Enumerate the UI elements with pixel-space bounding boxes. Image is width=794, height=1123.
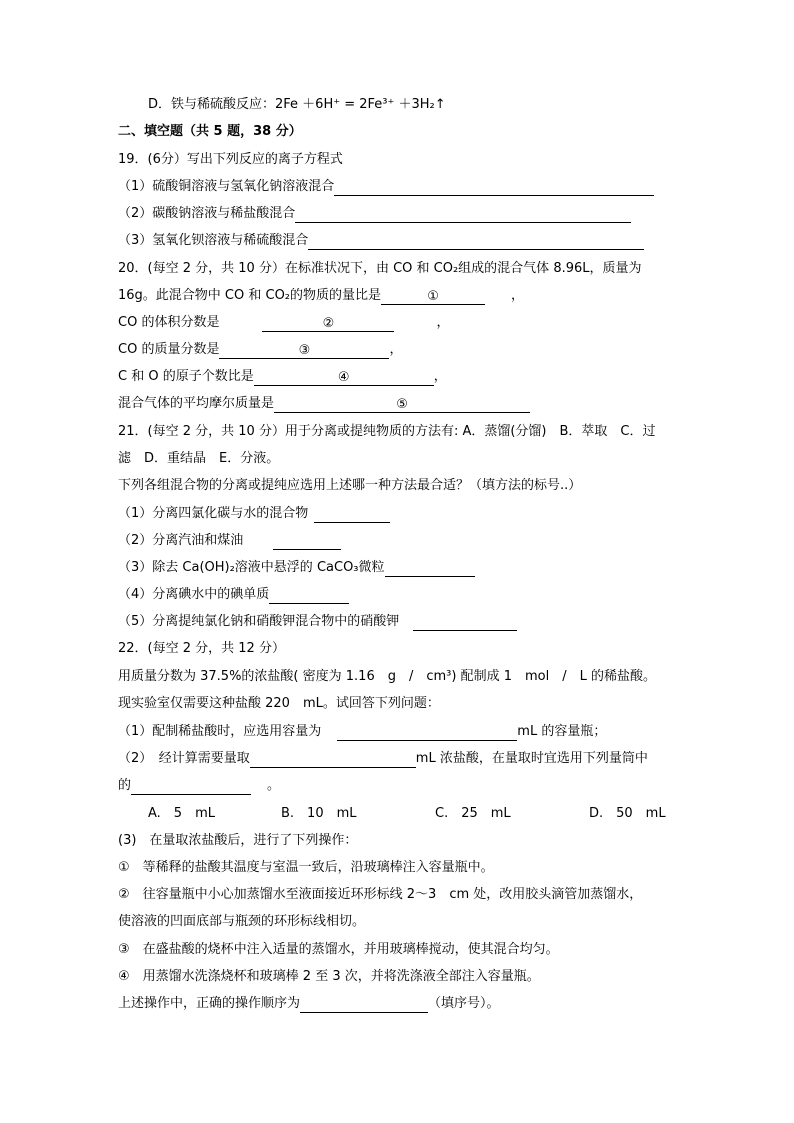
- q19-item-2: [118, 205, 631, 223]
- q21-item-5: [118, 613, 517, 631]
- q21-blank-1[interactable]: [314, 508, 390, 523]
- q21-item-4-label: （4）分离碘水中的碘单质: [118, 587, 270, 602]
- q20-line-5: [118, 395, 530, 413]
- q20-line-4: [118, 368, 447, 386]
- q22-blank-volume[interactable]: [337, 726, 517, 741]
- section-title: 二、填空题（共 5 题，38 分）: [118, 124, 302, 139]
- q20-line-2: [118, 314, 449, 332]
- q21-item-1: [118, 505, 390, 523]
- q20-blank-5-marker: ⑤: [396, 397, 408, 412]
- q20-blank-3[interactable]: [219, 344, 389, 359]
- q21-blank-2[interactable]: [273, 535, 341, 550]
- q20-label-2: CO 的体积分数是: [118, 315, 220, 330]
- q22-blank-acid-volume[interactable]: [250, 753, 416, 768]
- option-d-line: D．铁与稀硫酸反应：2Fe ＋6H⁺ = 2Fe³⁺ ＋3H₂↑: [148, 97, 446, 112]
- q20-comma-2: ，: [436, 315, 450, 330]
- q19-item-1: [118, 178, 654, 196]
- q19-answer-blank-1[interactable]: [334, 181, 654, 196]
- q20-comma-1: ，: [511, 288, 525, 303]
- q22-option-c: C. 25 mL: [435, 806, 511, 821]
- q22-options: [148, 805, 666, 823]
- q19-answer-blank-3[interactable]: [308, 235, 644, 250]
- q22-paragraph-1: 用质量分数为 37.5%的浓盐酸( 密度为 1.16 g / cm³) 配制成 1 mol / L 的稀盐酸。: [118, 669, 656, 684]
- q22-final-label: 上述操作中，正确的操作顺序为: [118, 996, 301, 1011]
- q21-item-2-label: （2）分离汽油和煤油: [118, 533, 244, 548]
- q22-sub-2-de: 的: [118, 778, 132, 793]
- q20-comma-3: ，: [389, 342, 403, 357]
- q20-comma-4: ，: [433, 369, 447, 384]
- q19-item-1-label: （1）硫酸铜溶液与氢氧化钠溶液混合: [118, 179, 335, 194]
- q22-blank-cylinder[interactable]: [131, 780, 251, 795]
- q20-label-5: 混合气体的平均摩尔质量是: [118, 396, 275, 411]
- q21-blank-4[interactable]: [269, 589, 349, 604]
- q22-blank-order[interactable]: [300, 998, 428, 1013]
- q21-stem-line-1: 21．(每空 2 分，共 10 分）用于分离或提纯物质的方法有: A．蒸馏(分馏) B．萃取 C．过: [118, 424, 656, 439]
- q22-operation-3: ③ 在盛盐酸的烧杯中注入适量的蒸馏水，并用玻璃棒搅动，使其混合均匀。: [118, 942, 559, 957]
- q21-item-4: [118, 586, 349, 604]
- q21-item-5-label: （5）分离提纯氯化钠和硝酸钾混合物中的硝酸钾: [118, 614, 400, 629]
- q19-stem: 19．(6分）写出下列反应的离子方程式: [118, 152, 343, 167]
- q20-blank-1-marker: ①: [427, 289, 439, 304]
- q21-stem-line-2: 滤 D．重结晶 E．分液。: [118, 451, 280, 466]
- q22-operation-1: ① 等稀释的盐酸其温度与室温一致后，沿玻璃棒注入容量瓶中。: [118, 860, 494, 875]
- q22-paragraph-2: 现实验室仅需要这种盐酸 220 mL。试回答下列问题：: [118, 696, 440, 711]
- q22-sub-2: [118, 750, 648, 768]
- q22-final: [118, 995, 500, 1013]
- q20-label-4: C 和 O 的原子个数比是: [118, 369, 254, 384]
- q19-item-3: [118, 232, 644, 250]
- q20-stem-text: 16g。此混合物中 CO 和 CO₂的物质的量比是: [118, 288, 382, 303]
- q20-label-3: CO 的质量分数是: [118, 342, 220, 357]
- q22-operation-2: ② 往容量瓶中小心加蒸馏水至液面接近环形标线 2～3 cm 处，改用胶头滴管加蒸馏水，: [118, 887, 643, 902]
- q19-item-3-label: （3）氢氧化钡溶液与稀硫酸混合: [118, 233, 309, 248]
- q21-item-1-label: （1）分离四氯化碳与水的混合物: [118, 506, 309, 521]
- q20-blank-4-marker: ④: [337, 370, 350, 385]
- q19-item-2-label: （2）碳酸钠溶液与稀盐酸混合: [118, 206, 296, 221]
- q22-option-a: A. 5 mL: [148, 806, 215, 821]
- q20-blank-2[interactable]: [262, 317, 394, 332]
- q22-sub-1: [118, 723, 606, 741]
- q22-option-d: D. 50 mL: [589, 806, 666, 821]
- q20-blank-4[interactable]: [254, 371, 434, 386]
- q22-sub-1-label: （1）配制稀盐酸时，应选用容量为: [118, 724, 322, 739]
- q22-sub-2-label: （2） 经计算需要量取: [118, 751, 250, 766]
- q22-sub-2-tail: mL 浓盐酸，在量取时宜选用下列量筒中: [415, 751, 648, 766]
- q21-blank-3[interactable]: [385, 562, 475, 577]
- q20-blank-5[interactable]: [274, 398, 530, 413]
- q21-stem-line-3: 下列各组混合物的分离或提纯应选用上述哪一种方法最合适？（填方法的标号..）: [118, 478, 582, 493]
- q20-stem-line-2: [118, 287, 524, 305]
- q22-operation-2-cont: 使溶液的凹面底部与瓶颈的环形标线相切。: [118, 914, 366, 929]
- q22-sub-2-cont: [118, 777, 280, 795]
- q20-blank-1[interactable]: [381, 290, 485, 305]
- q21-blank-5[interactable]: [413, 616, 517, 631]
- q21-item-2: [118, 532, 341, 550]
- q22-operation-4: ④ 用蒸馏水洗涤烧杯和玻璃棒 2 至 3 次，并将洗涤液全部注入容量瓶。: [118, 969, 540, 984]
- q22-stem: 22．(每空 2 分，共 12 分）: [118, 641, 285, 656]
- q21-item-3-label: （3）除去 Ca(OH)₂溶液中悬浮的 CaCO₃微粒: [118, 560, 385, 575]
- q22-final-tail: （填序号）。: [428, 996, 500, 1011]
- q22-option-b: B. 10 mL: [281, 806, 357, 821]
- q19-answer-blank-2[interactable]: [295, 208, 631, 223]
- q21-item-3: [118, 559, 475, 577]
- q20-line-3: [118, 341, 402, 359]
- q20-blank-2-marker: ②: [322, 316, 335, 331]
- q22-sub-3: (3) 在量取浓盐酸后，进行了下列操作：: [118, 833, 358, 848]
- q20-stem-line-1: 20．(每空 2 分，共 10 分）在标准状况下，由 CO 和 CO₂组成的混合气体 8.96L，质量为: [118, 261, 642, 276]
- q22-sub-2-period: 。: [267, 778, 281, 793]
- q22-sub-1-tail: mL 的容量瓶；: [517, 724, 607, 739]
- q20-blank-3-marker: ③: [298, 343, 311, 358]
